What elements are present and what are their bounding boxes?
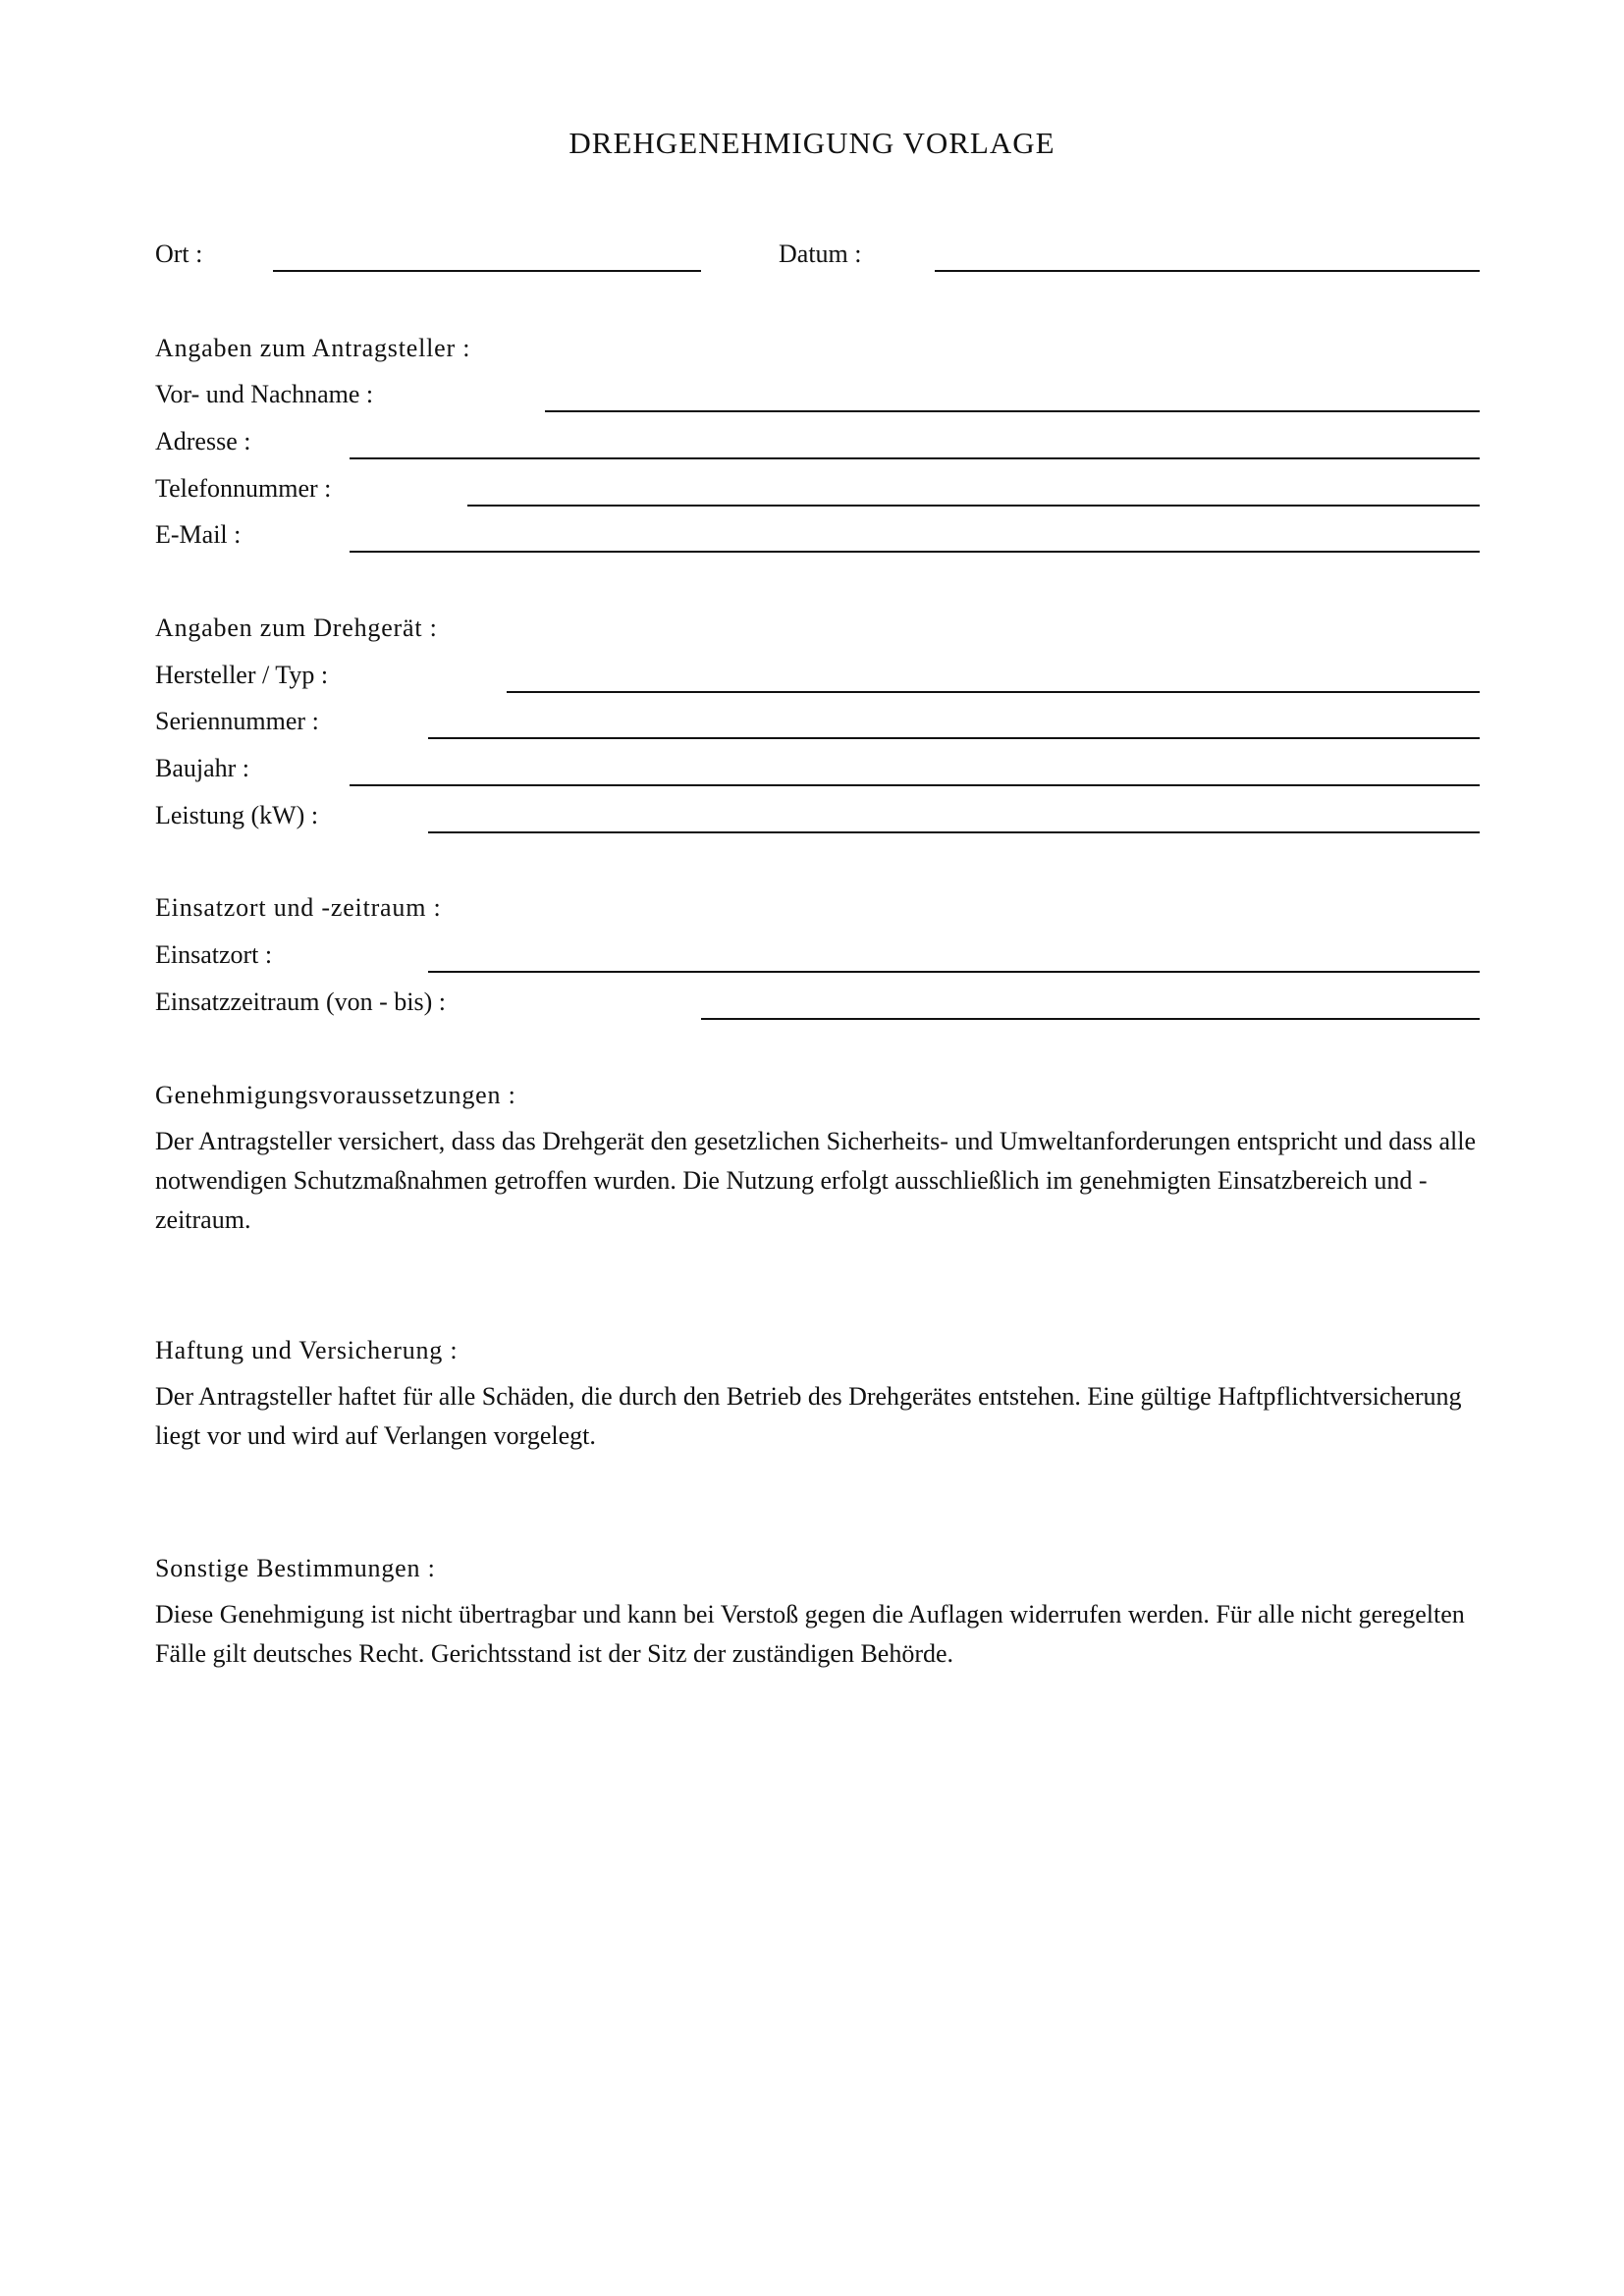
leistung-field-line[interactable] (428, 831, 1480, 833)
name-field-line[interactable] (545, 410, 1480, 412)
baujahr-field-line[interactable] (350, 784, 1480, 786)
adresse-label: Adresse : (155, 427, 251, 455)
name-label: Vor- und Nachname : (155, 380, 374, 408)
sonstiges-text: Diese Genehmigung ist nicht übertragbar und kann bei Verstoß gegen die Auflagen widerrufen werden. Für alle nicht geregelten Fälle gilt deutsches Recht. Gerichtsstand ist der Sitz der zuständigen Behörde. (155, 1600, 1465, 1668)
leistung-label: Leistung (kW) : (155, 801, 319, 829)
section-heading-voraussetzungen: Genehmigungsvoraussetzungen : (155, 1081, 516, 1109)
section-heading-haftung: Haftung und Versicherung : (155, 1336, 459, 1364)
email-field-line[interactable] (350, 551, 1480, 553)
adresse-field-line[interactable] (350, 457, 1480, 459)
datum-field-line[interactable] (935, 270, 1480, 272)
voraussetzungen-text: Der Antragsteller versichert, dass das Drehgerät den gesetzlichen Sicherheits- und Umweltanforderungen entspricht und dass alle notwendigen Schutzmaßnahmen getroffen wurden. Die Nutzung erfolgt ausschließlich im genehmigten Einsatzbereich und -zeitraum. (155, 1127, 1477, 1234)
page-title: DREHGENEHMIGUNG VORLAGE (568, 126, 1056, 160)
baujahr-label: Baujahr : (155, 754, 250, 782)
ort-field-line[interactable] (273, 270, 701, 272)
hersteller-field-line[interactable] (507, 691, 1480, 693)
einsatzort-label: Einsatzort : (155, 940, 273, 969)
telefon-label: Telefonnummer : (155, 474, 332, 503)
einsatzzeitraum-field-line[interactable] (701, 1018, 1480, 1020)
hersteller-label: Hersteller / Typ : (155, 661, 329, 689)
datum-label: Datum : (779, 240, 862, 268)
einsatzort-field-line[interactable] (428, 971, 1480, 973)
einsatzzeitraum-label: Einsatzzeitraum (von - bis) : (155, 988, 447, 1016)
telefon-field-line[interactable] (467, 505, 1480, 507)
seriennummer-label: Seriennummer : (155, 707, 319, 735)
seriennummer-field-line[interactable] (428, 737, 1480, 739)
section-heading-drehgeraet: Angaben zum Drehgerät : (155, 614, 438, 642)
section-heading-antragsteller: Angaben zum Antragsteller : (155, 334, 471, 362)
section-heading-einsatz: Einsatzort und -zeitraum : (155, 893, 442, 922)
email-label: E-Mail : (155, 520, 242, 549)
section-heading-sonstiges: Sonstige Bestimmungen : (155, 1554, 436, 1582)
ort-label: Ort : (155, 240, 203, 268)
haftung-text: Der Antragsteller haftet für alle Schäden, die durch den Betrieb des Drehgerätes entstehen. Eine gültige Haftpflichtversicherung liegt vor und wird auf Verlangen vorgelegt. (155, 1382, 1462, 1450)
